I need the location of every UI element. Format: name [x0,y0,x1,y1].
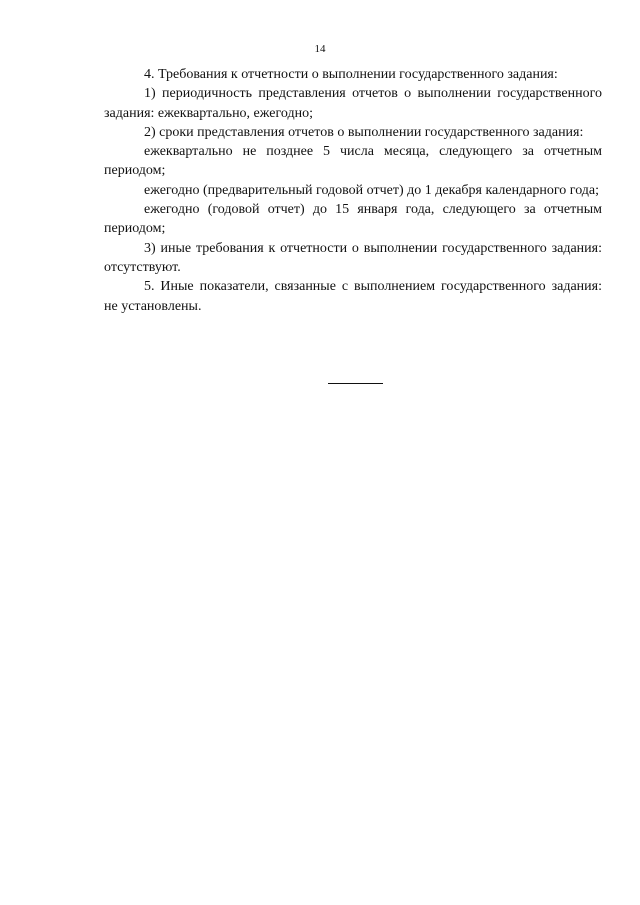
document-body [104,65,602,316]
item-3-other-requirements: 3) иные требования к отчетности о выполнении государственного задания: отсутствуют. [104,240,602,275]
section-5-other-indicators: 5. Иные показатели, связанные с выполнением государственного задания: не установлены. [104,279,602,314]
section-4-heading: 4. Требования к отчетности о выполнении государственного задания: [144,67,558,82]
item-2-reporting-deadlines: 2) сроки представления отчетов о выполнении государственного задания: [144,124,584,140]
deadline-quarterly: ежеквартально не позднее 5 числа месяца, следующего за отчетным периодом; [104,144,602,179]
end-divider-line [328,383,383,384]
deadline-annual: ежегодно (годовой отчет) до 15 января года, следующего за отчетным периодом; [104,202,602,237]
deadline-preliminary-annual: ежегодно (предварительный годовой отчет) до 1 декабря календарного года; [144,182,600,198]
item-1-reporting-frequency: 1) периодичность представления отчетов о выполнении государственного задания: ежеквартально, ежегодно; [104,86,602,121]
page-number: 14 [314,43,326,55]
